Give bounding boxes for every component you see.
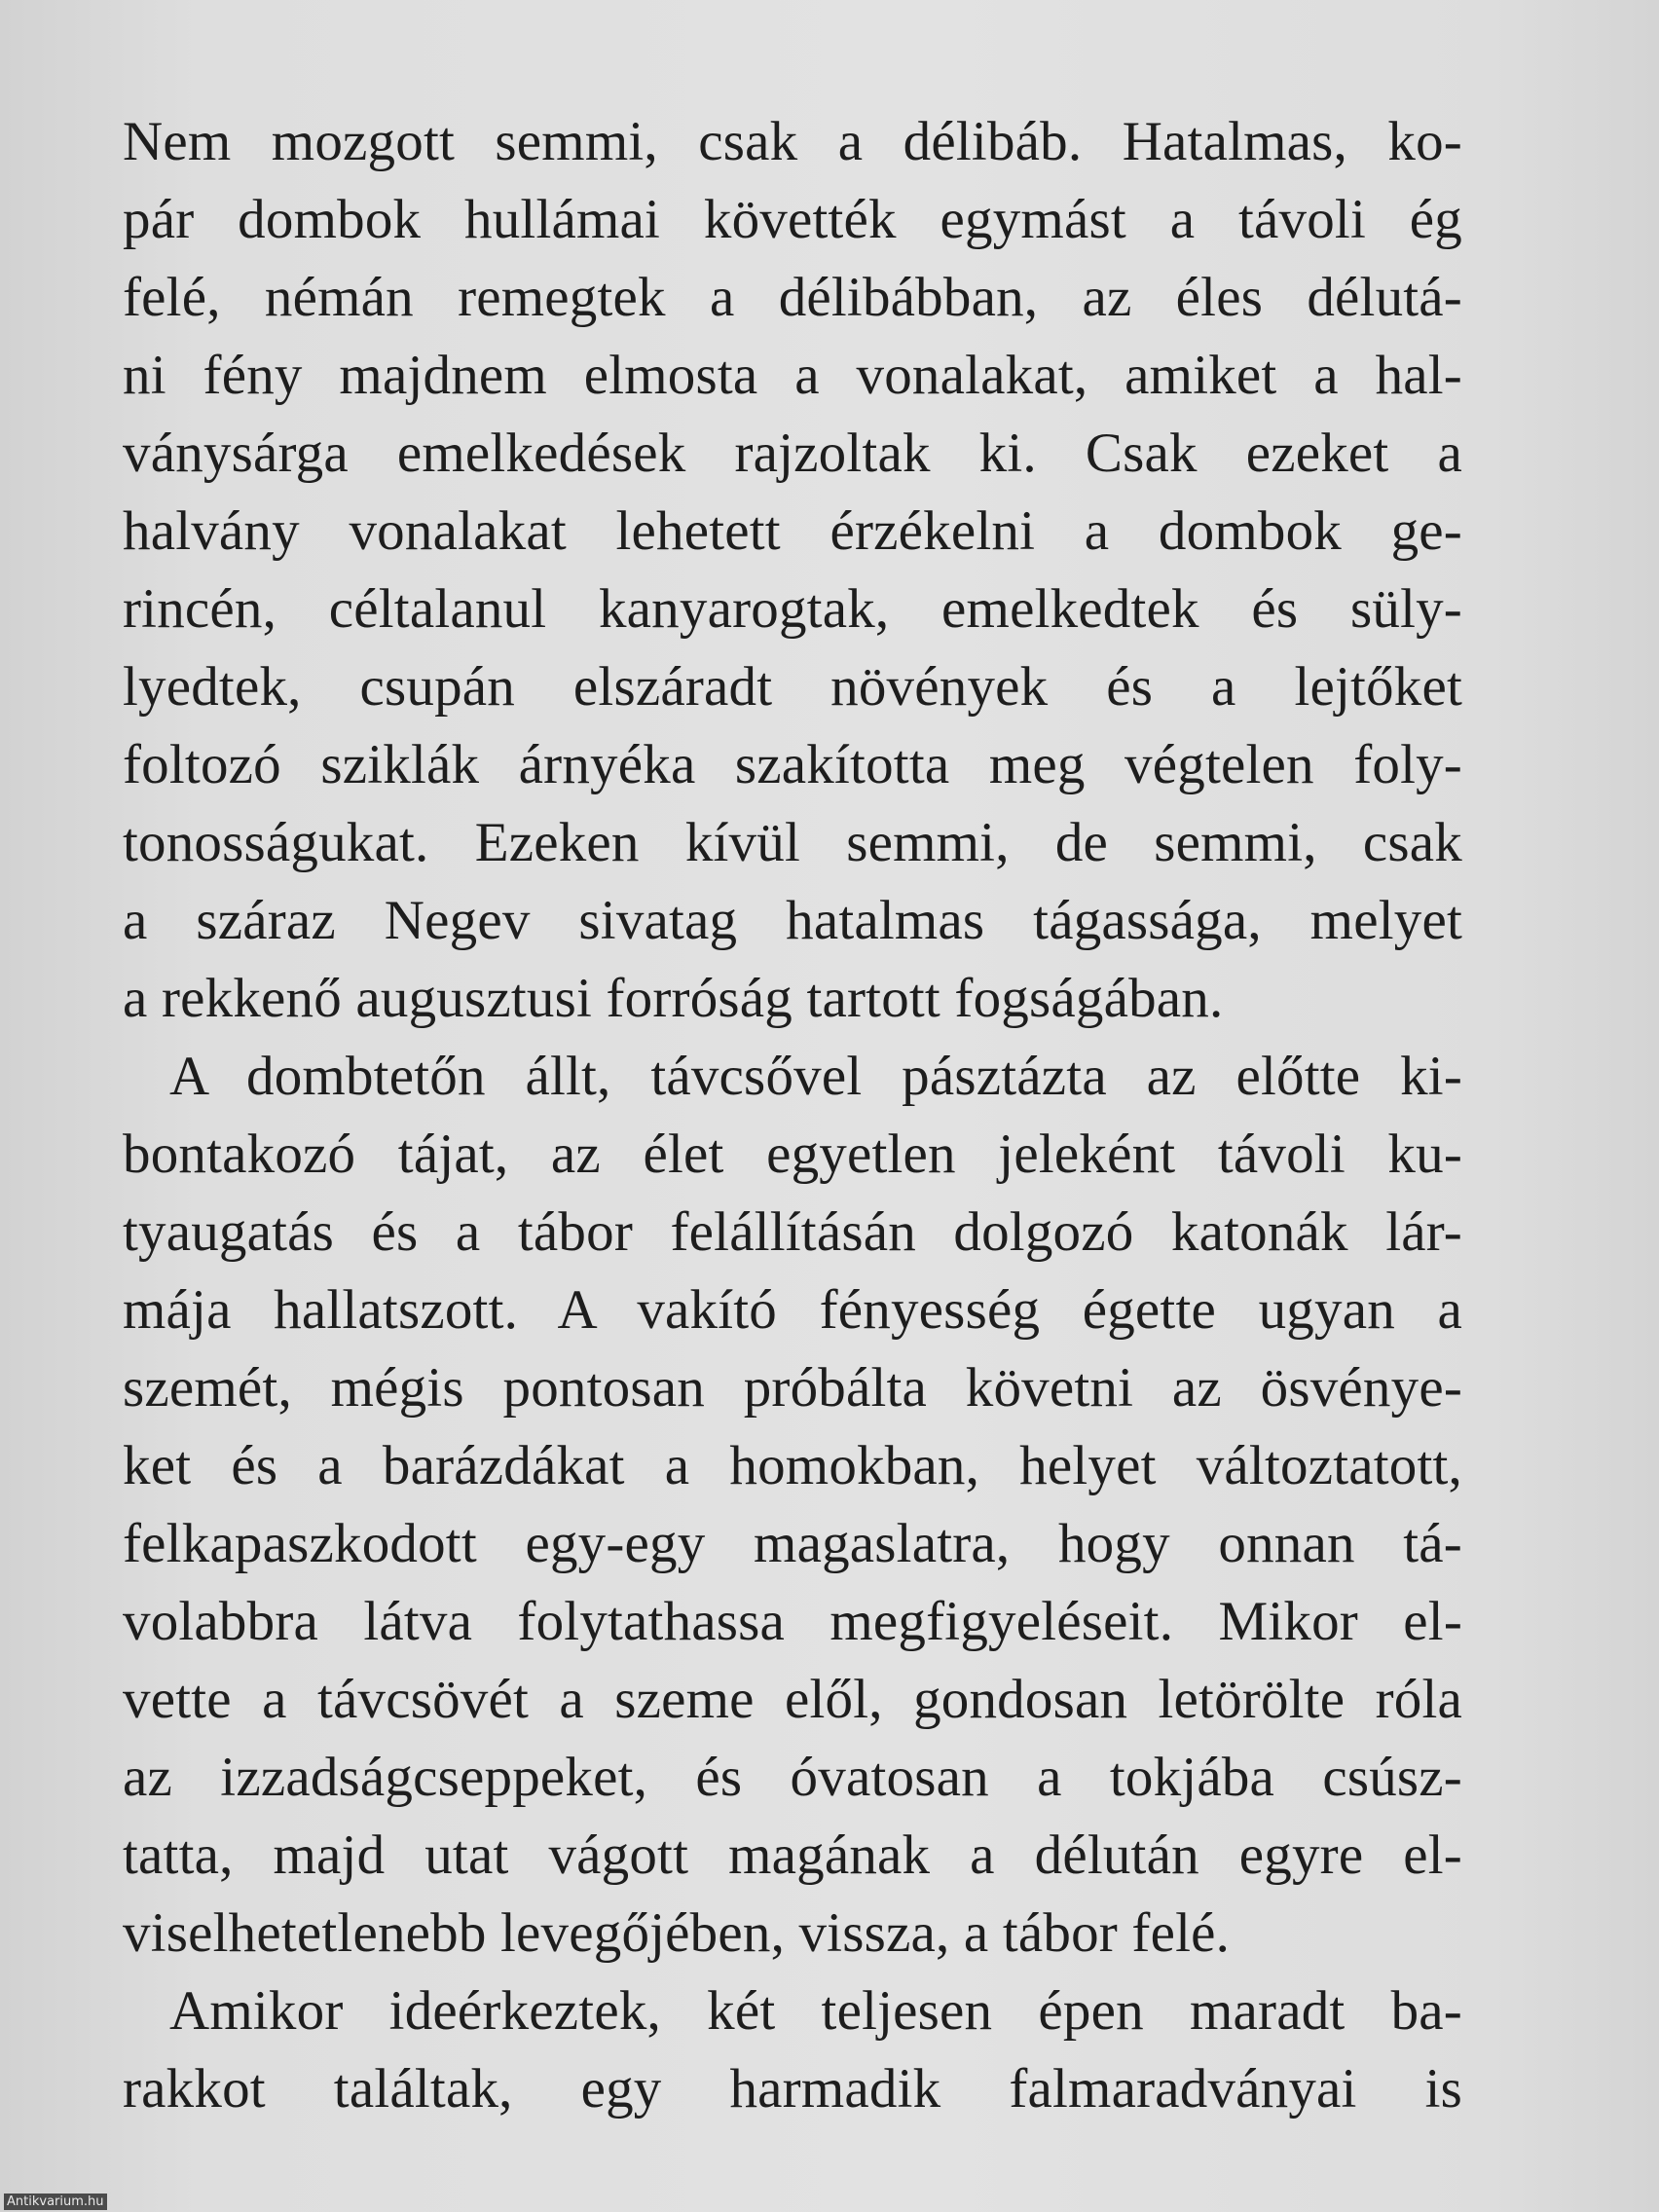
- text-line: ni fény majdnem elmosta a vonalakat, amiket a hal-: [123, 345, 1462, 406]
- show-through-text: [136, 0, 1499, 68]
- text-line: mája hallatszott. A vakító fényesség égette ugyan a: [123, 1279, 1462, 1341]
- text-line: felé, némán remegtek a délibábban, az éles délutá-: [123, 267, 1462, 328]
- watermark: Antikvarium.hu: [4, 2194, 107, 2210]
- paragraph: [123, 1038, 1462, 1972]
- text-line: rakkot találtak, egy harmadik falmaradványai is: [123, 2058, 1462, 2120]
- text-line: lyedtek, csupán elszáradt növények és a lejtőket: [123, 656, 1462, 718]
- text-line: a rekkenő augusztusi forróság tartott fogságában.: [123, 968, 1224, 1029]
- text-line: foltozó sziklák árnyéka szakította meg végtelen foly-: [123, 734, 1462, 795]
- text-line: tatta, majd utat vágott magának a délután egyre el-: [123, 1825, 1462, 1886]
- text-line: tonosságukat. Ezeken kívül semmi, de semmi, csak: [123, 812, 1462, 873]
- text-line: szemét, mégis pontosan próbálta követni az ösvénye-: [123, 1357, 1462, 1419]
- paragraph: [123, 1972, 1462, 2128]
- text-line: viselhetetlenebb levegőjében, vissza, a tábor felé.: [123, 1902, 1231, 1964]
- text-line: Nem mozgott semmi, csak a délibáb. Hatalmas, ko-: [123, 111, 1462, 172]
- text-line: rincén, céltalanul kanyarogtak, emelkedtek és süly-: [123, 578, 1462, 640]
- text-line: ket és a barázdákat a homokban, helyet változtatott,: [123, 1435, 1462, 1496]
- text-line: felkapaszkodott egy-egy magaslatra, hogy onnan tá-: [123, 1513, 1462, 1574]
- text-line: Amikor ideérkeztek, két teljesen épen maradt ba-: [169, 1980, 1462, 2042]
- text-line: az izzadságcseppeket, és óvatosan a tokjába csúsz-: [123, 1747, 1462, 1808]
- body-text: [123, 103, 1462, 2128]
- text-line: A dombtetőn állt, távcsővel pásztázta az előtte ki-: [169, 1046, 1462, 1107]
- text-line: a száraz Negev sivatag hatalmas tágassága, melyet: [123, 890, 1462, 951]
- text-line: volabbra látva folytathassa megfigyeléseit. Mikor el-: [123, 1591, 1462, 1652]
- text-line: bontakozó tájat, az élet egyetlen jeleként távoli ku-: [123, 1124, 1462, 1185]
- text-line: halvány vonalakat lehetett érzékelni a dombok ge-: [123, 500, 1462, 562]
- text-line: ványsárga emelkedések rajzoltak ki. Csak ezeket a: [123, 423, 1462, 484]
- text-line: vette a távcsövét a szeme elől, gondosan letörölte róla: [123, 1669, 1462, 1730]
- text-line: tyaugatás és a tábor felállításán dolgozó katonák lár-: [123, 1201, 1462, 1263]
- paragraph: [123, 103, 1462, 1038]
- text-line: pár dombok hullámai követték egymást a távoli ég: [123, 189, 1462, 250]
